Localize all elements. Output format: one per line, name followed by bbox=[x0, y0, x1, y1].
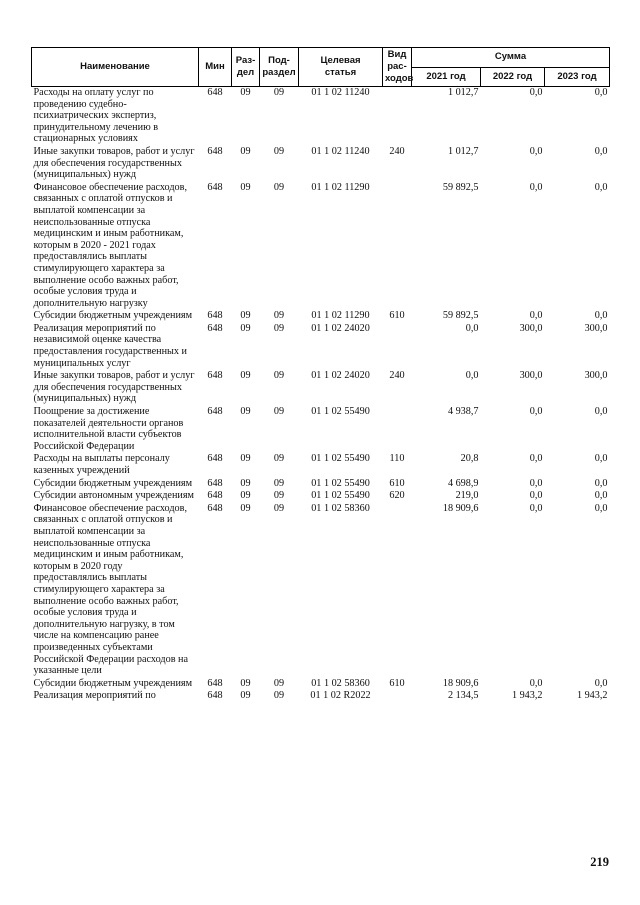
cell-vid: 110 bbox=[389, 453, 405, 465]
cell-podrazdel: 09 bbox=[273, 370, 285, 382]
cell-2021: 18 909,6 bbox=[442, 677, 479, 689]
col-header-razdel: Раз- дел bbox=[232, 48, 260, 87]
col-header-target: Целевая статья bbox=[299, 48, 383, 87]
cell-razdel: 09 bbox=[240, 453, 251, 465]
cell-target: 01 1 02 55490 bbox=[311, 477, 370, 489]
cell-2021: 1 012,7 bbox=[447, 145, 479, 157]
cell-2022: 0,0 bbox=[529, 502, 543, 514]
cell-razdel: 09 bbox=[240, 477, 251, 489]
cell-podrazdel: 09 bbox=[273, 87, 285, 98]
cell-podrazdel: 09 bbox=[273, 310, 285, 322]
cell-razdel: 09 bbox=[240, 690, 251, 702]
cell-razdel: 09 bbox=[240, 322, 251, 334]
cell-podrazdel: 09 bbox=[273, 406, 285, 418]
cell-name: Субсидии бюджетным учреждениям bbox=[33, 310, 193, 322]
cell-2023: 300,0 bbox=[584, 322, 608, 334]
table-row bbox=[32, 678, 610, 691]
cell-min: 648 bbox=[207, 690, 223, 702]
cell-podrazdel: 09 bbox=[273, 502, 285, 514]
cell-2021: 219,0 bbox=[455, 490, 479, 502]
cell-vid bbox=[383, 87, 412, 146]
cell-min: 648 bbox=[207, 677, 223, 689]
cell-2022: 0,0 bbox=[529, 677, 543, 689]
cell-min: 648 bbox=[207, 370, 223, 382]
cell-name: Расходы на выплаты персоналу казенных учреждений bbox=[33, 453, 170, 476]
cell-name: Поощрение за достижение показателей деятельности органов исполнительной власти субъектов Российской Федерации bbox=[33, 406, 184, 452]
cell-target: 01 1 02 11290 bbox=[311, 310, 370, 322]
cell-2021: 18 909,6 bbox=[442, 502, 479, 514]
cell-podrazdel: 09 bbox=[273, 477, 285, 489]
cell-2022: 0,0 bbox=[529, 87, 543, 98]
cell-2023: 1 943,2 bbox=[576, 690, 608, 702]
cell-target: 01 1 02 58360 bbox=[311, 677, 370, 689]
cell-name: Субсидии бюджетным учреждениям bbox=[33, 677, 193, 689]
cell-target: 01 1 02 24020 bbox=[311, 370, 370, 382]
col-header-vid: Вид рас- ходов bbox=[383, 48, 412, 87]
cell-razdel: 09 bbox=[240, 370, 251, 382]
cell-vid: 240 bbox=[389, 145, 405, 157]
table-row bbox=[32, 490, 610, 503]
cell-name: Субсидии автономным учреждениям bbox=[33, 490, 194, 502]
cell-target: 01 1 02 11240 bbox=[311, 145, 370, 157]
cell-podrazdel: 09 bbox=[273, 677, 285, 689]
cell-name: Иные закупки товаров, работ и услуг для обеспечения государственных (муниципальных) нужд bbox=[33, 145, 195, 181]
cell-name: Финансовое обеспечение расходов, связанных с оплатой отпусков и выплатой компенсации за неиспользованные отпуска медицинским и иным работникам, которым в 2020 году предоставлялись выплаты стимулирующего характера за выполнение особо важных работ, особые условия труда и дополнительную нагрузку, в том числе на компенсацию ранее произведенных субъектами Российской Федерации расходов на указанные цели bbox=[33, 502, 189, 677]
cell-2023: 300,0 bbox=[584, 370, 608, 382]
col-header-min: Мин bbox=[199, 48, 232, 87]
cell-2023: 0,0 bbox=[594, 502, 608, 514]
col-header-2022: 2022 год bbox=[481, 67, 545, 87]
cell-min: 648 bbox=[207, 322, 223, 334]
cell-target: 01 1 02 55490 bbox=[311, 490, 370, 502]
table-row bbox=[32, 323, 610, 370]
cell-2023: 0,0 bbox=[594, 310, 608, 322]
cell-razdel: 09 bbox=[240, 406, 251, 418]
col-header-sum: Сумма bbox=[412, 48, 610, 68]
cell-2022: 300,0 bbox=[519, 322, 543, 334]
table-body bbox=[32, 87, 610, 703]
cell-vid bbox=[383, 690, 412, 703]
table-row bbox=[32, 690, 610, 703]
cell-razdel: 09 bbox=[240, 181, 251, 193]
cell-2022: 0,0 bbox=[529, 453, 543, 465]
cell-min: 648 bbox=[207, 453, 223, 465]
cell-vid bbox=[383, 323, 412, 370]
cell-min: 648 bbox=[207, 145, 223, 157]
cell-2023: 0,0 bbox=[594, 406, 608, 418]
table-row bbox=[32, 406, 610, 453]
cell-vid: 610 bbox=[389, 477, 405, 489]
cell-podrazdel: 09 bbox=[273, 145, 285, 157]
cell-2022: 0,0 bbox=[529, 310, 543, 322]
cell-vid bbox=[383, 406, 412, 453]
col-header-2021: 2021 год bbox=[412, 67, 481, 87]
cell-name: Финансовое обеспечение расходов, связанных с оплатой отпусков и выплатой компенсации за неиспользованные отпуска медицинским и иным работникам, которым в 2020 - 2021 годах предоставлялись выплаты стимулирующего характера за выполнение особо важных работ, особые условия труда и дополнительную нагрузку bbox=[33, 181, 187, 309]
cell-2023: 0,0 bbox=[594, 453, 608, 465]
cell-razdel: 09 bbox=[240, 677, 251, 689]
cell-vid: 620 bbox=[389, 490, 405, 502]
cell-2022: 0,0 bbox=[529, 477, 543, 489]
cell-target: 01 1 02 R2022 bbox=[310, 690, 371, 702]
cell-2021: 0,0 bbox=[465, 322, 479, 334]
cell-podrazdel: 09 bbox=[273, 690, 285, 702]
cell-2023: 0,0 bbox=[594, 677, 608, 689]
cell-2022: 0,0 bbox=[529, 490, 543, 502]
cell-vid bbox=[383, 182, 412, 311]
cell-2021: 20,8 bbox=[460, 453, 479, 465]
cell-min: 648 bbox=[207, 477, 223, 489]
table-row bbox=[32, 370, 610, 406]
cell-vid: 610 bbox=[389, 310, 405, 322]
cell-2023: 0,0 bbox=[594, 477, 608, 489]
cell-2022: 0,0 bbox=[529, 406, 543, 418]
cell-min: 648 bbox=[207, 87, 223, 98]
cell-min: 648 bbox=[207, 181, 223, 193]
cell-target: 01 1 02 11240 bbox=[311, 87, 370, 98]
cell-2022: 300,0 bbox=[519, 370, 543, 382]
table-row bbox=[32, 453, 610, 477]
cell-razdel: 09 bbox=[240, 502, 251, 514]
cell-2021: 4 938,7 bbox=[447, 406, 479, 418]
table-row bbox=[32, 310, 610, 323]
cell-min: 648 bbox=[207, 502, 223, 514]
cell-target: 01 1 02 55490 bbox=[311, 406, 370, 418]
cell-podrazdel: 09 bbox=[273, 322, 285, 334]
table-row bbox=[32, 478, 610, 491]
cell-razdel: 09 bbox=[240, 490, 251, 502]
cell-target: 01 1 02 55490 bbox=[311, 453, 370, 465]
table-row bbox=[32, 146, 610, 182]
cell-name: Расходы на оплату услуг по проведению судебно-психиатрических экспертиз, принудительному лечению в стационарных условиях bbox=[33, 87, 159, 145]
cell-vid bbox=[383, 503, 412, 678]
cell-2022: 0,0 bbox=[529, 181, 543, 193]
table-row bbox=[32, 503, 610, 678]
cell-2021: 0,0 bbox=[465, 370, 479, 382]
cell-name: Реализация мероприятий по независимой оценке качества предоставления государственных и муниципальных услуг bbox=[33, 322, 187, 369]
cell-2021: 1 012,7 bbox=[447, 87, 479, 98]
cell-name: Реализация мероприятий по bbox=[33, 690, 156, 702]
cell-2022: 1 943,2 bbox=[511, 690, 543, 702]
cell-2023: 0,0 bbox=[594, 145, 608, 157]
cell-2022: 0,0 bbox=[529, 145, 543, 157]
cell-podrazdel: 09 bbox=[273, 490, 285, 502]
cell-podrazdel: 09 bbox=[273, 181, 285, 193]
page-number: 219 bbox=[590, 855, 609, 869]
cell-target: 01 1 02 24020 bbox=[311, 322, 370, 334]
cell-razdel: 09 bbox=[240, 310, 251, 322]
cell-min: 648 bbox=[207, 310, 223, 322]
cell-name: Иные закупки товаров, работ и услуг для обеспечения государственных (муниципальных) нужд bbox=[33, 370, 195, 405]
table-row bbox=[32, 182, 610, 311]
cell-target: 01 1 02 11290 bbox=[311, 181, 370, 193]
table-row bbox=[32, 87, 610, 146]
cell-2021: 59 892,5 bbox=[442, 310, 479, 322]
cell-2023: 0,0 bbox=[594, 181, 608, 193]
col-header-name: Наименование bbox=[32, 48, 199, 87]
cell-vid: 610 bbox=[389, 677, 405, 689]
cell-2023: 0,0 bbox=[594, 490, 608, 502]
budget-table bbox=[31, 47, 610, 703]
cell-razdel: 09 bbox=[240, 145, 251, 157]
cell-min: 648 bbox=[207, 406, 223, 418]
budget-table-page bbox=[31, 47, 609, 703]
cell-name: Субсидии бюджетным учреждениям bbox=[33, 477, 193, 489]
cell-vid: 240 bbox=[389, 370, 405, 382]
cell-min: 648 bbox=[207, 490, 223, 502]
col-header-podrazdel: Под- раздел bbox=[260, 48, 299, 87]
table-header bbox=[32, 48, 610, 87]
cell-target: 01 1 02 58360 bbox=[311, 502, 370, 514]
cell-podrazdel: 09 bbox=[273, 453, 285, 465]
cell-2023: 0,0 bbox=[594, 87, 608, 98]
cell-2021: 59 892,5 bbox=[442, 181, 479, 193]
col-header-2023: 2023 год bbox=[545, 67, 610, 87]
cell-2021: 4 698,9 bbox=[447, 477, 479, 489]
cell-razdel: 09 bbox=[240, 87, 251, 98]
cell-2021: 2 134,5 bbox=[447, 690, 479, 702]
